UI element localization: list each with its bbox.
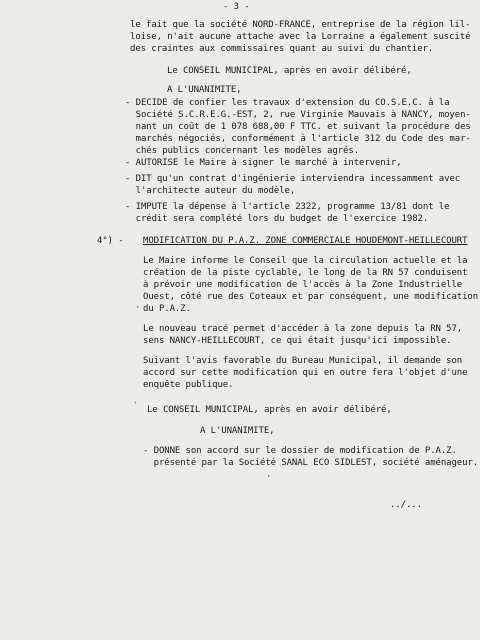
decision-item-line: - DECIDE de confier les travaux d'extension du CO.S.E.C. à la — [125, 98, 450, 108]
unanimity-label: A L'UNANIMITE, — [167, 85, 242, 95]
decision-item-line: - AUTORISE le Maire à signer le marché à intervenir, — [125, 158, 402, 168]
page-number: - 3 - — [223, 2, 250, 12]
margin-tick: ` — [133, 402, 139, 412]
intro-line: le fait que la société NORD-FRANCE, entreprise de la région lil- — [130, 20, 471, 30]
decision-item-line: - DONNE son accord sur le dossier de modification de P.A.Z. — [143, 446, 457, 456]
section-number: 4°) - — [97, 236, 124, 246]
paragraph-line: création de la piste cyclable, le long de la RN 57 conduisent — [143, 268, 468, 278]
decision-item-line: l'architecte auteur du modèle, — [125, 186, 296, 196]
paragraph-line: enquête publique. — [143, 380, 234, 390]
intro-line: loise, n'ait aucune attache avec la Lorraine a également suscité — [130, 32, 471, 42]
council-deliberation: Le CONSEIL MUNICIPAL, après en avoir délibéré, — [167, 66, 412, 76]
decision-item-line: crédit sera complété lors du budget de l'exercice 1982. — [125, 214, 429, 224]
section-heading: MODIFICATION DU P.A.Z. ZONE COMMERCIALE HOUDEMONT-HEILLECOURT — [143, 236, 468, 246]
decision-item-line: chés publics concernant les modèles agrés. — [125, 146, 360, 156]
margin-dot: · — [135, 303, 141, 313]
council-deliberation: Le CONSEIL MUNICIPAL, après en avoir délibéré, — [147, 405, 392, 415]
decision-item-line: - IMPUTE la dépense à l'article 2322, programme 13/81 dont le — [125, 202, 450, 212]
paragraph-line: accord sur cette modification qui en outre fera l'objet d'une — [143, 368, 468, 378]
paragraph-line: Le Maire informe le Conseil que la circulation actuelle et la — [143, 256, 468, 266]
unanimity-label: A L'UNANIMITE, — [200, 426, 275, 436]
paragraph-line: du P.A.Z. — [143, 304, 191, 314]
decision-item-line: nant un coût de 1 078 688,00 F TTC. et suivant la procédure des — [125, 122, 471, 132]
paragraph-line: Ouest, côté rue des Coteaux et par conséquent, une modification — [143, 292, 479, 302]
paragraph-line: à prévoir une modification de l'accès à la Zone Industrielle — [143, 280, 463, 290]
paragraph-line: sens NANCY-HEILLECOURT, ce qui était jusqu'ici impossible. — [143, 336, 452, 346]
stray-dot: · — [266, 472, 272, 482]
intro-line: des craintes aux commissaires quant au suivi du chantier. — [130, 44, 434, 54]
decision-item-line: - DIT qu'un contrat d'ingénierie interviendra incessamment avec — [125, 174, 461, 184]
paragraph-line: Le nouveau tracé permet d'accéder à la zone depuis la RN 57, — [143, 324, 463, 334]
decision-item-line: marchés négociés, conformément à l'article 312 du Code des mar- — [125, 134, 471, 144]
continuation-mark: ../... — [390, 500, 422, 510]
decision-item-line: Société S.C.R.E.G.-EST, 2, rue Virginie Mauvais à NANCY, moyen- — [125, 110, 471, 120]
decision-item-line: présenté par la Société SANAL ECO SIDLEST, société aménageur. — [143, 458, 479, 468]
paragraph-line: Suivant l'avis favorable du Bureau Municipal, il demande son — [143, 356, 463, 366]
